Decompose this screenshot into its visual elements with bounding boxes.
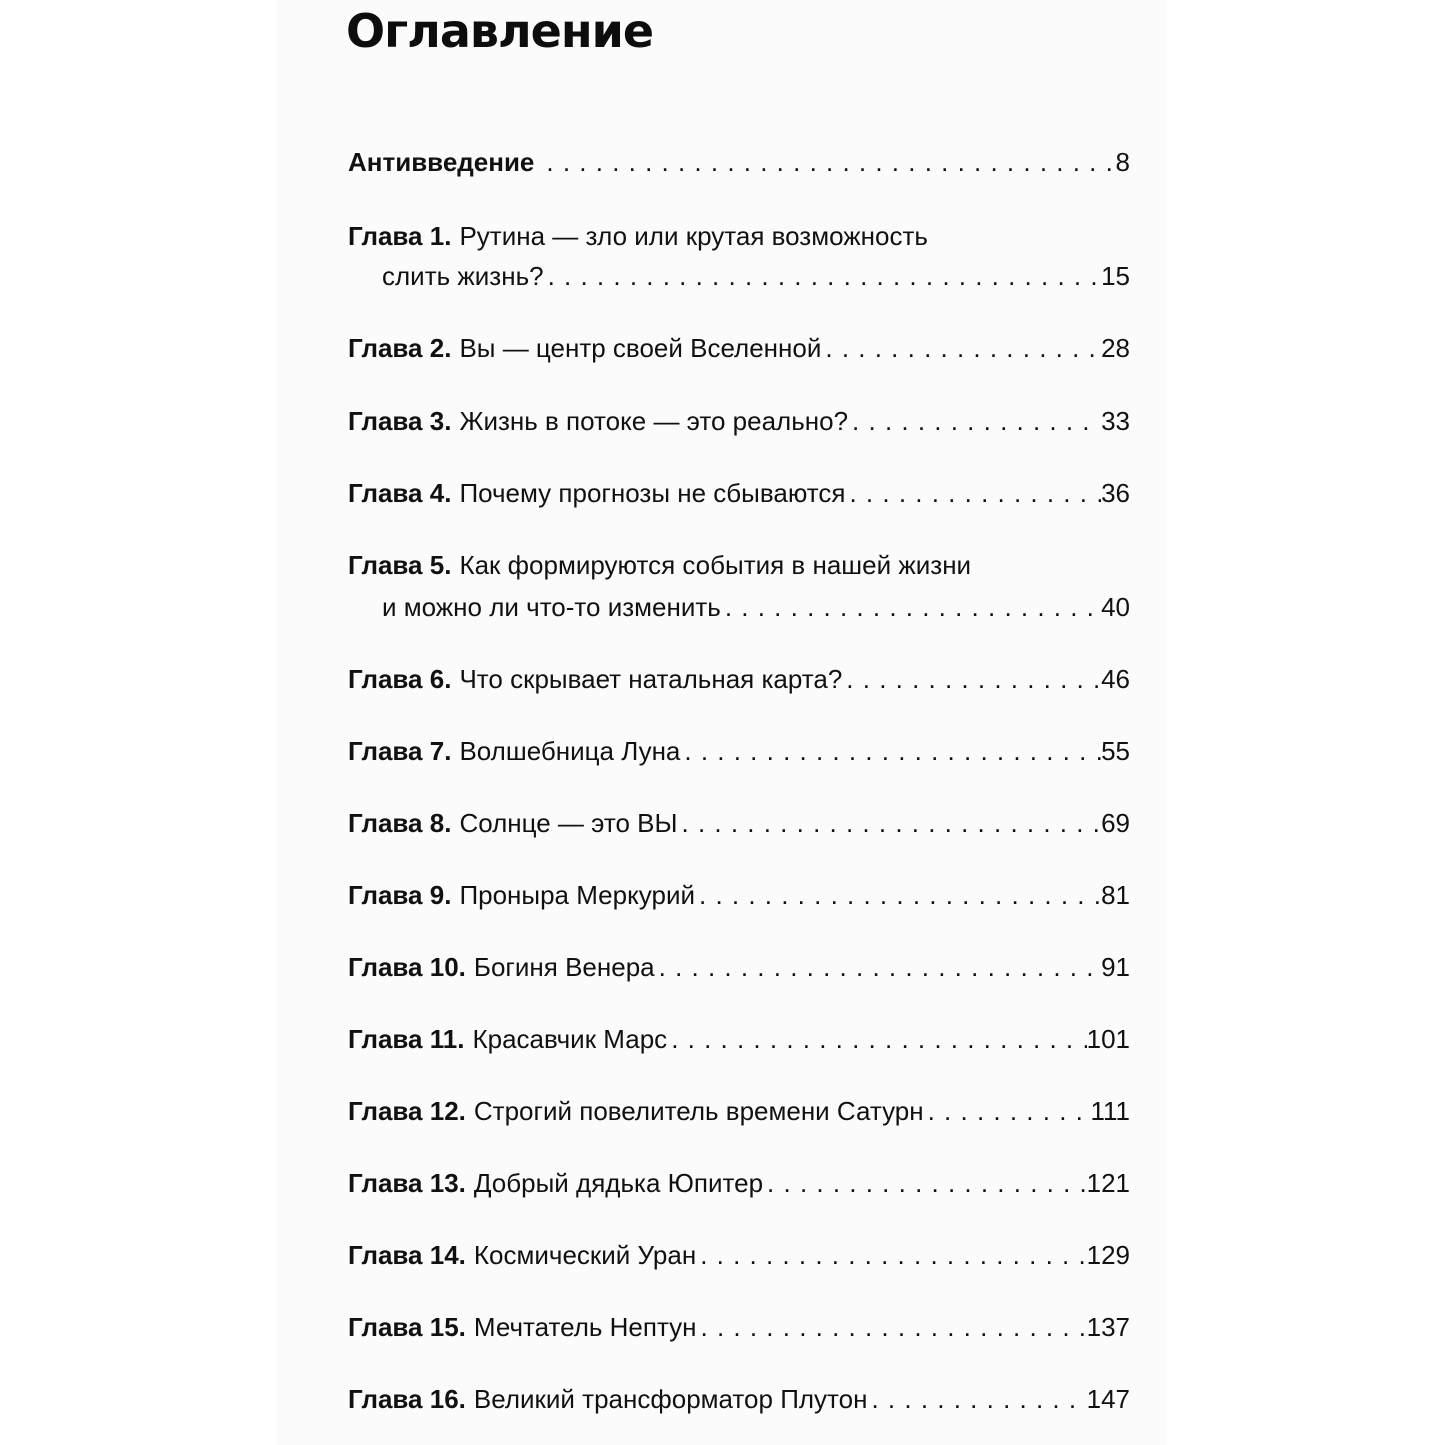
toc-entry-label: Глава 2.: [348, 333, 452, 363]
toc-entry-label: Антивведение: [348, 147, 535, 177]
toc-entry-title: Красавчик Марс: [472, 1024, 668, 1054]
toc-page-number: 91: [1101, 952, 1130, 982]
toc-entry-title: Что скрывает натальная карта?: [459, 664, 843, 694]
toc-entry-label: Глава 15.: [348, 1312, 466, 1342]
toc-entry-title: и можно ли что-то изменить: [382, 592, 721, 622]
toc-entry-line: [348, 1382, 1130, 1416]
dot-leader: [678, 806, 1102, 840]
dot-leader: [842, 662, 1101, 696]
toc-page-number: 8: [1115, 147, 1130, 177]
toc-entry-line: [348, 219, 1130, 253]
toc-page-number: 129: [1086, 1240, 1130, 1270]
toc-entry-line: [348, 476, 1130, 510]
toc-entry-label: Глава 14.: [348, 1240, 466, 1270]
dot-leader: [845, 476, 1101, 510]
toc-entry-line: [348, 1310, 1130, 1344]
toc-entry-line: [348, 878, 1130, 912]
toc-entry-label: Глава 13.: [348, 1168, 466, 1198]
toc-entry-line: [348, 662, 1130, 696]
toc-entry-line: [382, 259, 1130, 293]
toc-page-number: 111: [1090, 1096, 1130, 1126]
toc-page-number: 69: [1101, 808, 1130, 838]
toc-entry-title: Почему прогнозы не сбываются: [459, 478, 846, 508]
dot-leader: [542, 145, 1115, 179]
toc-page-number: 36: [1101, 478, 1130, 508]
toc-entry-line: [348, 331, 1130, 365]
toc-entry-label: Глава 6.: [348, 664, 452, 694]
toc-entry-title: Вы — центр своей Вселенной: [459, 333, 822, 363]
toc-entry-label: Глава 3.: [348, 406, 452, 436]
toc-entry-line: [348, 404, 1130, 438]
toc-entry-line: [348, 1238, 1130, 1272]
dot-leader: [667, 1022, 1086, 1056]
toc-entry-label: Глава 5.: [348, 550, 452, 580]
toc-entry-title: Как формируются события в нашей жизни: [459, 550, 972, 580]
toc-entry-line: [348, 1166, 1130, 1200]
toc-entry-title: Великий трансформатор Плутон: [473, 1384, 868, 1414]
dot-leader: [821, 331, 1101, 365]
toc-entry-label: Глава 4.: [348, 478, 452, 508]
toc-entry-label: Глава 8.: [348, 808, 452, 838]
toc-page-number: 40: [1101, 592, 1130, 622]
toc-page-number: 55: [1101, 736, 1130, 766]
toc-page-number: 15: [1101, 261, 1130, 291]
toc-entry-title: слить жизнь?: [382, 261, 544, 291]
toc-entry-line: [348, 734, 1130, 768]
toc-entry-label: Глава 12.: [348, 1096, 466, 1126]
toc-entry-title: Волшебница Луна: [459, 736, 681, 766]
toc-entry-line: [348, 548, 1130, 582]
toc-entry-line: [348, 1094, 1130, 1128]
toc-entry-line: [348, 145, 1130, 179]
toc-entry-title: Проныра Меркурий: [459, 880, 695, 910]
dot-leader: [695, 878, 1101, 912]
dot-leader: [867, 1382, 1086, 1416]
dot-leader: [655, 950, 1101, 984]
page-title: Оглавление: [346, 4, 654, 58]
dot-leader: [696, 1238, 1086, 1272]
dot-leader: [721, 590, 1101, 624]
toc-entry-label: Глава 9.: [348, 880, 452, 910]
book-page: [277, 0, 1167, 1445]
toc-entry-title: Жизнь в потоке — это реально?: [459, 406, 849, 436]
toc-entry-label: Глава 16.: [348, 1384, 466, 1414]
dot-leader: [924, 1094, 1091, 1128]
toc-page-number: 33: [1101, 406, 1130, 436]
toc-page-number: 28: [1101, 333, 1130, 363]
dot-leader: [697, 1310, 1087, 1344]
toc-entry-title: Солнце — это ВЫ: [459, 808, 678, 838]
toc-page-number: 81: [1101, 880, 1130, 910]
toc-entry-title: Мечтатель Нептун: [473, 1312, 697, 1342]
toc-page-number: 101: [1086, 1024, 1130, 1054]
toc-entry-title: Строгий повелитель времени Сатурн: [473, 1096, 924, 1126]
dot-leader: [544, 259, 1102, 293]
toc-entry-label: Глава 10.: [348, 952, 466, 982]
toc-page-number: 147: [1086, 1384, 1130, 1414]
toc-entry-title: Космический Уран: [473, 1240, 697, 1270]
toc-entry-label: Глава 7.: [348, 736, 452, 766]
toc-entry-line: [348, 1022, 1130, 1056]
toc-page-number: 137: [1086, 1312, 1130, 1342]
toc-page-number: 121: [1086, 1168, 1130, 1198]
toc-page-number: 46: [1101, 664, 1130, 694]
toc-entry-line: [382, 590, 1130, 624]
dot-leader: [848, 404, 1101, 438]
dot-leader: [680, 734, 1101, 768]
toc-entry-title: Рутина — зло или крутая возможность: [459, 221, 928, 251]
toc-entry-title: Добрый дядька Юпитер: [473, 1168, 764, 1198]
toc-entry-title: Богиня Венера: [473, 952, 655, 982]
toc-entry-line: [348, 806, 1130, 840]
toc-entry-line: [348, 950, 1130, 984]
toc-entry-label: Глава 11.: [348, 1024, 465, 1054]
toc-entry-label: Глава 1.: [348, 221, 452, 251]
dot-leader: [763, 1166, 1087, 1200]
